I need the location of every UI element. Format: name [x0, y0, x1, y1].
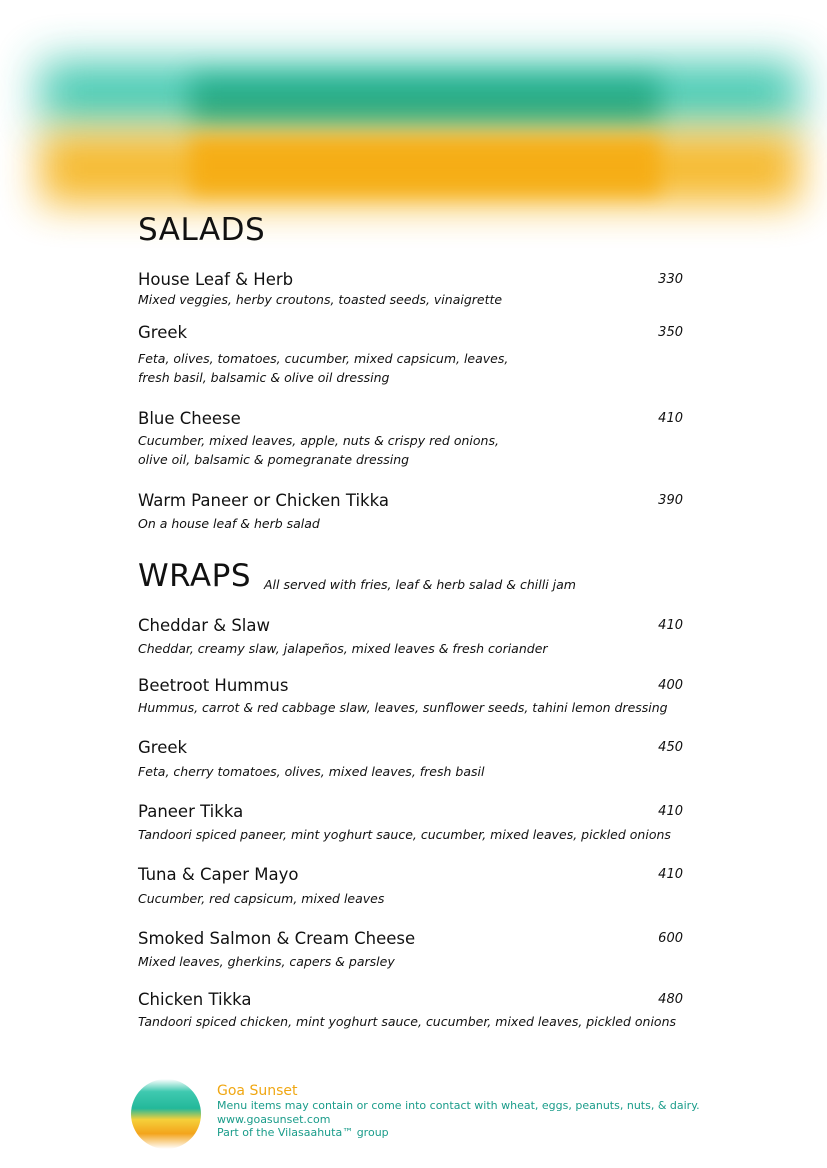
wraps-heading: WRAPS	[138, 558, 252, 594]
item-description: Mixed veggies, herby croutons, toasted seeds, vinaigrette	[138, 292, 503, 307]
item-description: Cucumber, mixed leaves, apple, nuts & crispy red onions,	[138, 433, 499, 448]
group-affiliation: Part of the Vilasaahuta™ group	[217, 1126, 389, 1139]
sunset-logo-icon	[131, 1079, 201, 1149]
item-name: Greek	[138, 323, 188, 342]
item-name: Beetroot Hummus	[138, 676, 289, 695]
footer-brand-name: Goa Sunset	[217, 1083, 298, 1099]
item-description: Tandoori spiced chicken, mint yoghurt sauce, cucumber, mixed leaves, pickled onions	[138, 1014, 677, 1029]
item-description-line-2: olive oil, balsamic & pomegranate dressing	[138, 452, 410, 467]
item-name: Smoked Salmon & Cream Cheese	[138, 929, 416, 948]
item-description: Cucumber, red capsicum, mixed leaves	[138, 891, 385, 906]
item-name: Cheddar & Slaw	[138, 616, 270, 635]
menu-item-greek-salad	[138, 323, 683, 385]
item-price: 410	[658, 867, 683, 882]
salads-heading: SALADS	[138, 212, 266, 248]
item-description: Mixed leaves, gherkins, capers & parsley	[138, 954, 395, 969]
teal-stripe-core	[190, 78, 660, 126]
menu-item-blue-cheese	[138, 409, 683, 467]
menu-item-cheddar-slaw	[138, 616, 683, 656]
item-price: 330	[658, 272, 683, 287]
allergen-notice: Menu items may contain or come into contact with wheat, eggs, peanuts, nuts, & dairy.	[217, 1099, 700, 1112]
item-price: 390	[658, 493, 683, 508]
footer	[217, 1083, 700, 1140]
item-price: 410	[658, 618, 683, 633]
item-description: Hummus, carrot & red cabbage slaw, leaves, sunflower seeds, tahini lemon dressing	[138, 700, 668, 715]
item-description: Tandoori spiced paneer, mint yoghurt sauce, cucumber, mixed leaves, pickled onions	[138, 827, 671, 842]
item-description-line-2: fresh basil, balsamic & olive oil dressing	[138, 370, 390, 385]
menu-item-smoked-salmon	[138, 929, 683, 969]
item-price: 410	[658, 411, 683, 426]
item-price: 600	[658, 931, 683, 946]
item-name: House Leaf & Herb	[138, 270, 294, 289]
item-price: 350	[658, 325, 683, 340]
menu-item-paneer-tikka	[138, 802, 683, 842]
menu-item-house-leaf-herb	[138, 270, 683, 307]
menu-item-beetroot-hummus	[138, 676, 683, 715]
item-name: Paneer Tikka	[138, 802, 244, 821]
item-price: 410	[658, 804, 683, 819]
item-price: 480	[658, 992, 683, 1007]
website-link[interactable]: www.goasunset.com	[217, 1112, 331, 1126]
item-description: On a house leaf & herb salad	[138, 516, 320, 531]
item-name: Chicken Tikka	[138, 990, 252, 1009]
item-description: Feta, cherry tomatoes, olives, mixed leaves, fresh basil	[138, 764, 485, 779]
wraps-note: All served with fries, leaf & herb salad & chilli jam	[264, 577, 576, 592]
menu-item-tuna-caper-mayo	[138, 865, 683, 906]
menu-item-chicken-tikka	[138, 990, 683, 1029]
item-price: 450	[658, 740, 683, 755]
item-name: Tuna & Caper Mayo	[138, 865, 299, 884]
item-name: Blue Cheese	[138, 409, 241, 428]
yellow-stripe-core	[190, 138, 660, 194]
menu-item-warm-paneer-chicken	[138, 491, 683, 531]
item-description: Cheddar, creamy slaw, jalapeños, mixed leaves & fresh coriander	[138, 641, 548, 656]
item-description: Feta, olives, tomatoes, cucumber, mixed capsicum, leaves,	[138, 351, 509, 366]
item-name: Greek	[138, 738, 188, 757]
item-price: 400	[658, 678, 683, 693]
header-color-band	[0, 0, 827, 260]
menu-item-greek-wrap	[138, 738, 683, 779]
item-name: Warm Paneer or Chicken Tikka	[138, 491, 389, 510]
